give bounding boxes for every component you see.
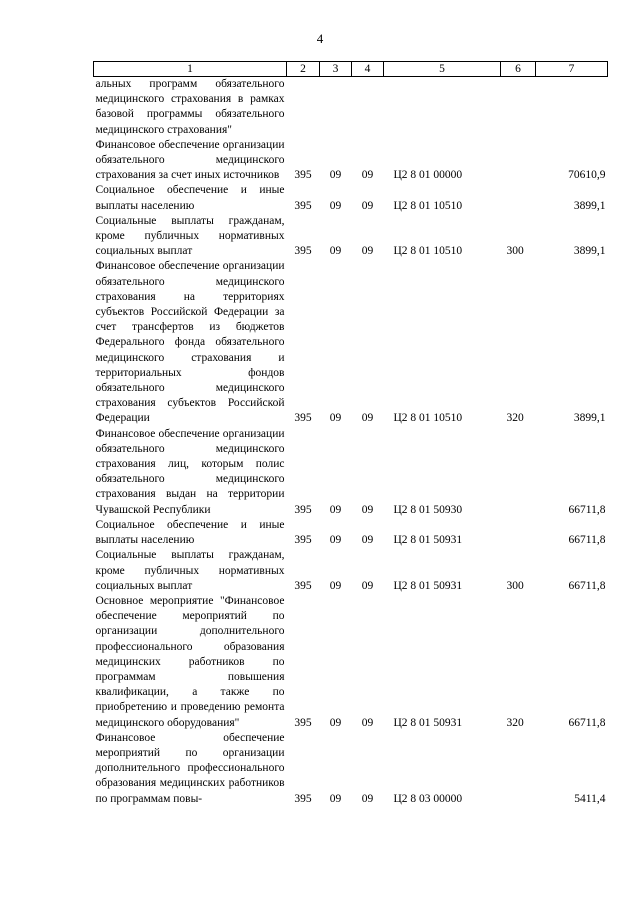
row-expense-type	[501, 77, 536, 138]
row-section: 09	[329, 792, 342, 805]
row-name: Финансовое обеспечение мероприятий по организации дополнительного профессионального образования медицинских работников по программам повы-	[95, 731, 285, 805]
header-col-3: 3	[320, 62, 352, 77]
row-amount: 70610,9	[568, 169, 606, 182]
row-name: Социальные выплаты гражданам, кроме публичных нормативных социальных выплат	[95, 214, 285, 258]
row-subsection: 09	[361, 503, 374, 516]
row-expense-type	[501, 138, 536, 184]
row-admin-code: 395	[294, 534, 312, 547]
row-section: 09	[329, 534, 342, 547]
row-admin-code: 395	[294, 199, 312, 212]
row-admin-code: 395	[294, 412, 312, 425]
row-subsection: 09	[361, 716, 374, 729]
table-row	[94, 427, 608, 518]
row-amount: 3899,1	[573, 245, 606, 258]
row-name: Социальное обеспечение и иные выплаты населению	[95, 518, 285, 547]
table-header-row	[94, 62, 608, 77]
row-amount: 66711,8	[568, 579, 606, 592]
row-name: Финансовое обеспечение организации обязательного медицинского страхования за счет иных источников	[95, 138, 285, 182]
table-row	[94, 518, 608, 548]
table-row	[94, 183, 608, 213]
row-expense-type: 300	[506, 579, 524, 592]
row-amount: 3899,1	[573, 412, 606, 425]
row-subsection	[352, 77, 384, 138]
row-expense-type: 320	[506, 412, 524, 425]
row-section: 09	[329, 199, 342, 212]
budget-table	[93, 61, 608, 807]
row-admin-code: 395	[294, 579, 312, 592]
row-admin-code: 395	[294, 503, 312, 516]
header-col-4: 4	[352, 62, 384, 77]
table-row	[94, 214, 608, 260]
row-name: Финансовое обеспечение организации обязательного медицинского страхования на территориях субъектов Российской Федерации за счет трансфертов из бюджетов Федерального фонда обязательного медицинского страхования и территориальных фондов обязательного медицинского страхования субъектов Российской Федерации	[95, 260, 285, 425]
row-expense-type: 320	[506, 716, 524, 729]
table-row	[94, 77, 608, 138]
row-amount: 66711,8	[568, 503, 606, 516]
row-expense-type	[501, 183, 536, 213]
row-section: 09	[329, 716, 342, 729]
row-subsection: 09	[361, 245, 374, 258]
header-col-2: 2	[287, 62, 320, 77]
row-admin-code: 395	[294, 792, 312, 805]
row-amount: 3899,1	[573, 199, 606, 212]
row-expense-type: 300	[506, 245, 524, 258]
row-admin-code: 395	[294, 169, 312, 182]
table-row	[94, 731, 608, 807]
table-row	[94, 594, 608, 731]
row-expense-type	[501, 427, 536, 518]
row-admin-code	[287, 77, 320, 138]
row-name: Финансовое обеспечение организации обязательного медицинского страхования лиц, которым полис обязательного медицинского страхования выдан на территории Чувашской Республики	[95, 427, 285, 516]
row-name: альных программ обязательного медицинского страхования в рамках базовой программы обязательного медицинского страхования"	[95, 78, 285, 136]
row-target-article: Ц2 8 01 00000	[393, 169, 463, 182]
row-name: Социальное обеспечение и иные выплаты населению	[95, 184, 285, 212]
row-admin-code: 395	[294, 716, 312, 729]
row-section: 09	[329, 245, 342, 258]
row-target-article: Ц2 8 01 50930	[393, 503, 463, 516]
row-admin-code: 395	[294, 245, 312, 258]
row-amount: 5411,4	[574, 792, 606, 805]
header-col-6: 6	[501, 62, 536, 77]
row-section: 09	[329, 503, 342, 516]
row-target-article: Ц2 8 01 50931	[393, 534, 463, 547]
row-target-article: Ц2 8 01 10510	[393, 412, 463, 425]
row-section: 09	[329, 412, 342, 425]
row-amount: 66711,8	[568, 534, 606, 547]
row-subsection: 09	[361, 412, 374, 425]
row-target-article: Ц2 8 01 50931	[393, 579, 463, 592]
row-target-article	[384, 77, 501, 138]
row-subsection: 09	[361, 792, 374, 805]
page-number: 4	[316, 31, 324, 46]
row-name: Социальные выплаты гражданам, кроме публичных нормативных социальных выплат	[95, 549, 285, 592]
table-row	[94, 259, 608, 426]
header-col-7: 7	[536, 62, 608, 77]
row-expense-type	[501, 518, 536, 548]
header-col-1: 1	[94, 62, 287, 77]
row-target-article: Ц2 8 01 10510	[393, 199, 463, 212]
row-subsection: 09	[361, 534, 374, 547]
row-subsection: 09	[361, 169, 374, 182]
row-amount	[536, 77, 608, 138]
row-target-article: Ц2 8 01 10510	[393, 245, 463, 258]
header-col-5: 5	[384, 62, 501, 77]
row-subsection: 09	[361, 199, 374, 212]
row-subsection: 09	[361, 579, 374, 592]
row-amount: 66711,8	[568, 716, 606, 729]
table-row	[94, 138, 608, 184]
row-section: 09	[329, 169, 342, 182]
row-section	[320, 77, 352, 138]
row-target-article: Ц2 8 03 00000	[393, 792, 463, 805]
row-name: Основное мероприятие "Финансовое обеспечение мероприятий по организации дополнительного профессионального образования медицинских работников по программам повышения квалификации, а также по приобретению и проведению ремонта медицинского оборудования"	[95, 594, 285, 729]
table-row	[94, 548, 608, 594]
row-section: 09	[329, 579, 342, 592]
row-expense-type	[501, 731, 536, 807]
row-target-article: Ц2 8 01 50931	[393, 716, 463, 729]
